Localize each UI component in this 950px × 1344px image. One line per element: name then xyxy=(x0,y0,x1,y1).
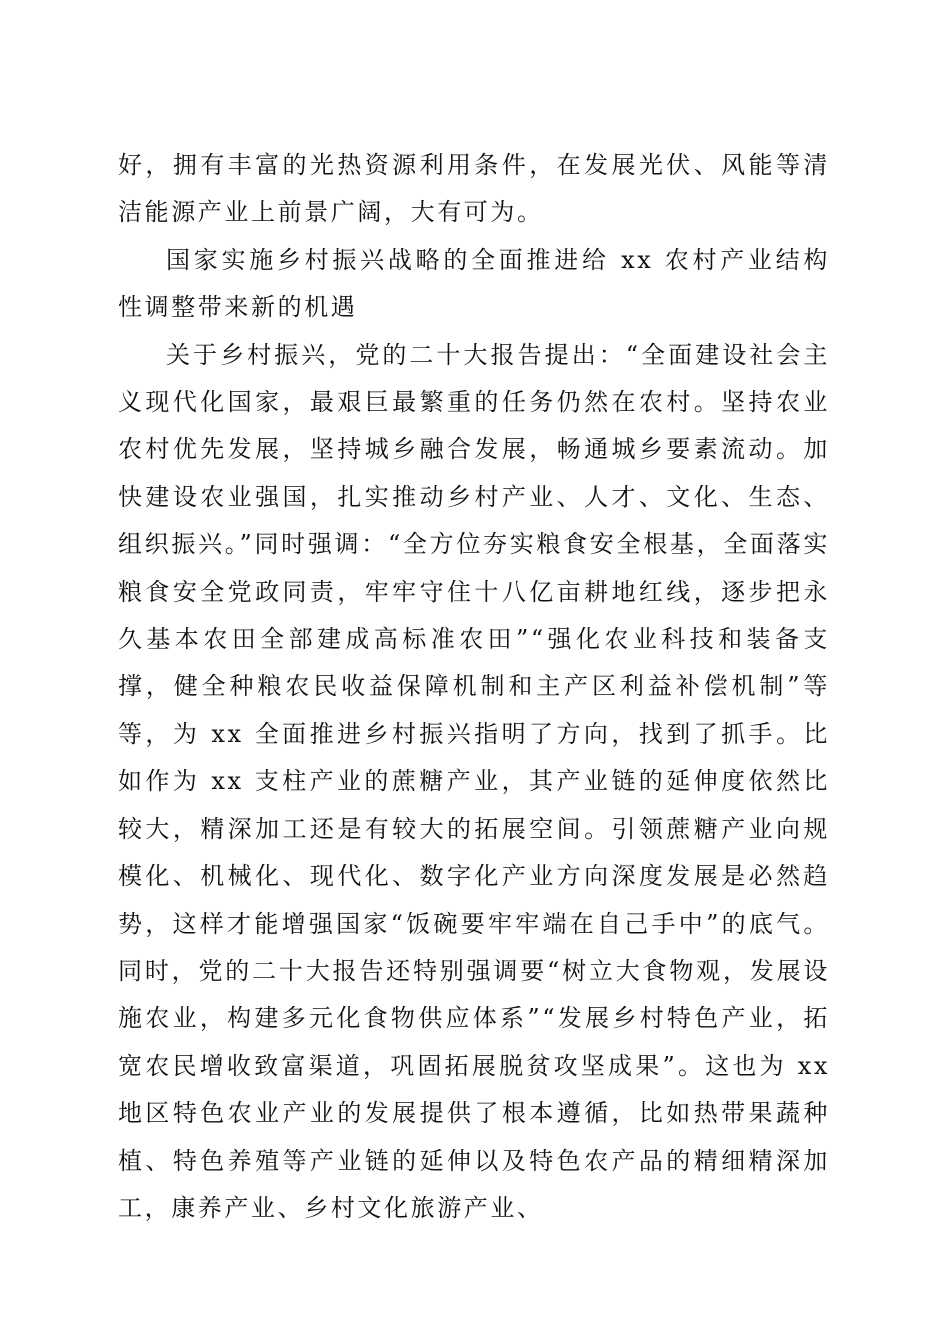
section-heading: 国家实施乡村振兴战略的全面推进给 xx 农村产业结构性调整带来新的机遇 xyxy=(118,245,830,322)
paragraph-continuation: 好，拥有丰富的光热资源利用条件，在发展光伏、风能等清洁能源产业上前景广阔，大有可为。 xyxy=(118,151,830,227)
document-body xyxy=(118,142,830,1232)
paragraph-body: 关于乡村振兴，党的二十大报告提出：“全面建设社会主义现代化国家，最艰巨最繁重的任务仍然在农村。坚持农业农村优先发展，坚持城乡融合发展，畅通城乡要素流动。加快建设农业强国，扎实推动乡村产业、人才、文化、生态、组织振兴。”同时强调：“全方位夯实粮食安全根基，全面落实粮食安全党政同责，牢牢守住十八亿亩耕地红线，逐步把永久基本农田全部建成高标准农田”“强化农业科技和装备支撑，健全种粮农民收益保障机制和主产区利益补偿机制”等等，为 xx 全面推进乡村振兴指明了方向，找到了抓手。比如作为 xx 支柱产业的蔗糖产业，其产业链的延伸度依然比较大，精深加工还是有较大的拓展空间。引领蔗糖产业向规模化、机械化、现代化、数字化产业方向深度发展是必然趋势，这样才能增强国家“饭碗要牢牢端在自己手中”的底气。同时，党的二十大报告还特别强调要“树立大食物观，发展设施农业，构建多元化食物供应体系”“发展乡村特色产业，拓宽农民增收致富渠道，巩固拓展脱贫攻坚成果”。这也为 xx 地区特色农业产业的发展提供了根本遵循，比如热带果蔬种植、特色养殖等产业链的延伸以及特色农产品的精细精深加工，康养产业、乡村文化旅游产业、 xyxy=(118,340,830,1222)
